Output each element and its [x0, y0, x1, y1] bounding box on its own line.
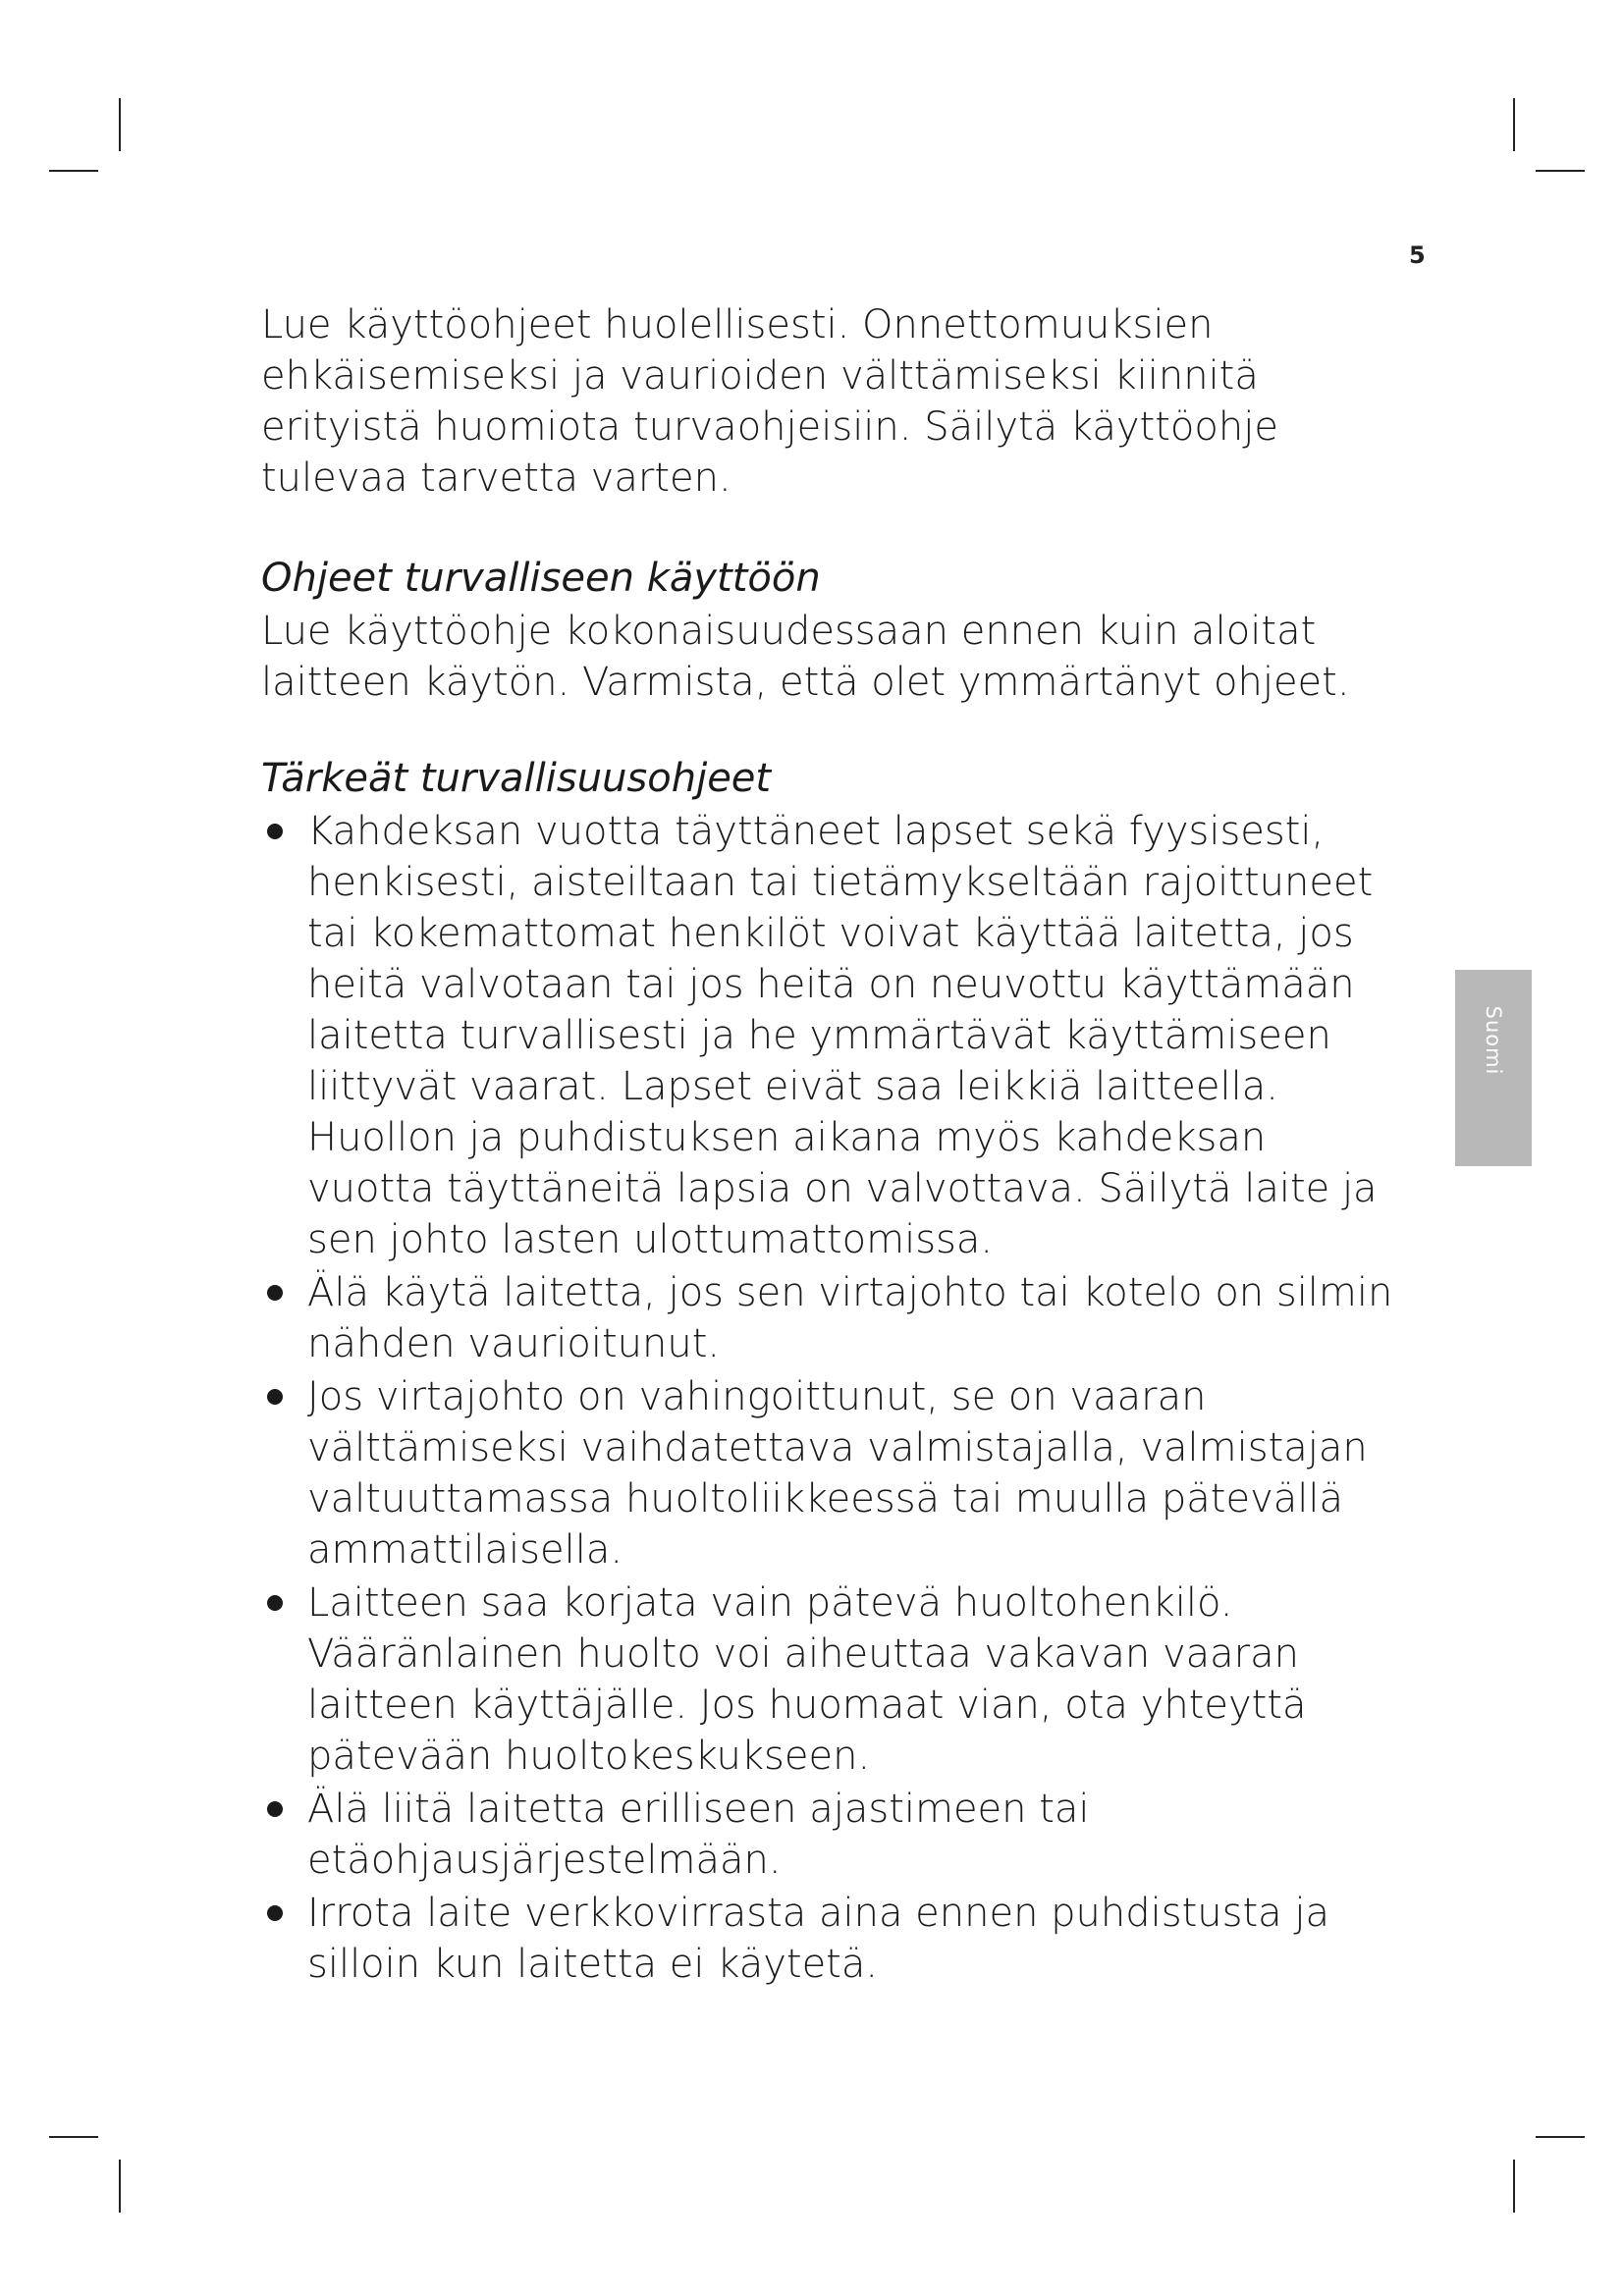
- crop-mark-bottom-left-horizontal: [49, 2136, 98, 2138]
- safety-list-item: [261, 1371, 1400, 1575]
- safety-item-text: Jos virtajohto on vahingoittunut, se on vaaran välttämiseksi vaihdatettava valmistajalla, valmistajan valtuuttamassa huoltoliikkeessä tai muulla pätevällä ammattilaisella.: [307, 1374, 1368, 1573]
- safety-heading: Tärkeät turvallisuusohjeet: [261, 756, 772, 801]
- crop-mark-top-left-vertical: [119, 98, 121, 151]
- crop-mark-bottom-right-vertical: [1513, 2160, 1515, 2213]
- crop-mark-bottom-right-horizontal: [1536, 2136, 1585, 2138]
- crop-mark-top-right-vertical: [1513, 98, 1515, 151]
- page-content: [261, 299, 1400, 1992]
- safety-item-text: Älä liitä laitetta erilliseen ajastimeen tai etäohjausjärjestelmään.: [307, 1787, 1090, 1883]
- bullet-icon: [267, 1285, 283, 1301]
- safety-item-text: Irrota laite verkkovirrasta aina ennen puhdistusta ja silloin kun laitetta ei käytetä.: [307, 1891, 1330, 1987]
- safety-item-text: Kahdeksan vuotta täyttäneet lapset sekä fyysisesti, henkisesti, aisteiltaan tai tietämykseltään rajoittuneet tai kokemattomat henkilöt voivat käyttää laitetta, jos heitä valvotaan tai jos heitä on neuvottu käyttämään laitetta turvallisesti ja he ymmärtävät käyttämiseen liittyvät vaarat. Lapset eivät saa leikkiä laitteella. Huollon ja puhdistuksen aikana myös kahdeksan vuotta täyttäneitä lapsia on valvottava. Säilytä laite ja sen johto lasten ulottumattomissa.: [307, 809, 1378, 1262]
- intro-paragraph: Lue käyttöohjeet huolellisesti. Onnettomuuksien ehkäisemiseksi ja vaurioiden välttämiseksi kiinnitä erityistä huomiota turvaohjeisiin. Säilytä käyttöohje tulevaa tarvetta varten.: [261, 302, 1278, 501]
- safety-list-item: [261, 1784, 1400, 1886]
- bullet-icon: [267, 1389, 283, 1405]
- safety-list-item: [261, 1888, 1400, 1990]
- safety-list: [261, 806, 1400, 1990]
- bullet-icon: [267, 1905, 283, 1921]
- usage-heading: Ohjeet turvalliseen käyttöön: [261, 556, 821, 601]
- usage-paragraph: Lue käyttöohje kokonaisuudessaan ennen kuin aloitat laitteen käytön. Varmista, että olet ymmärtänyt ohjeet.: [261, 609, 1350, 705]
- bullet-icon: [267, 1801, 283, 1817]
- crop-mark-top-left-horizontal: [49, 170, 98, 172]
- crop-mark-bottom-left-vertical: [119, 2160, 121, 2213]
- bullet-icon: [267, 824, 283, 839]
- safety-list-item: [261, 1577, 1400, 1782]
- page-number: 5: [1409, 241, 1426, 269]
- safety-item-text: Laitteen saa korjata vain pätevä huoltohenkilö. Vääränlainen huolto voi aiheuttaa vakavan vaaran laitteen käyttäjälle. Jos huomaat vian, ota yhteyttä pätevään huoltokeskukseen.: [307, 1580, 1307, 1779]
- safety-item-text: Älä käytä laitetta, jos sen virtajohto tai kotelo on silmin nähden vaurioitunut.: [307, 1270, 1393, 1366]
- language-tab-label: Suomi: [1482, 1005, 1505, 1076]
- bullet-icon: [267, 1595, 283, 1611]
- safety-list-item: [261, 1267, 1400, 1369]
- safety-list-item: [261, 806, 1400, 1265]
- crop-mark-top-right-horizontal: [1536, 170, 1585, 172]
